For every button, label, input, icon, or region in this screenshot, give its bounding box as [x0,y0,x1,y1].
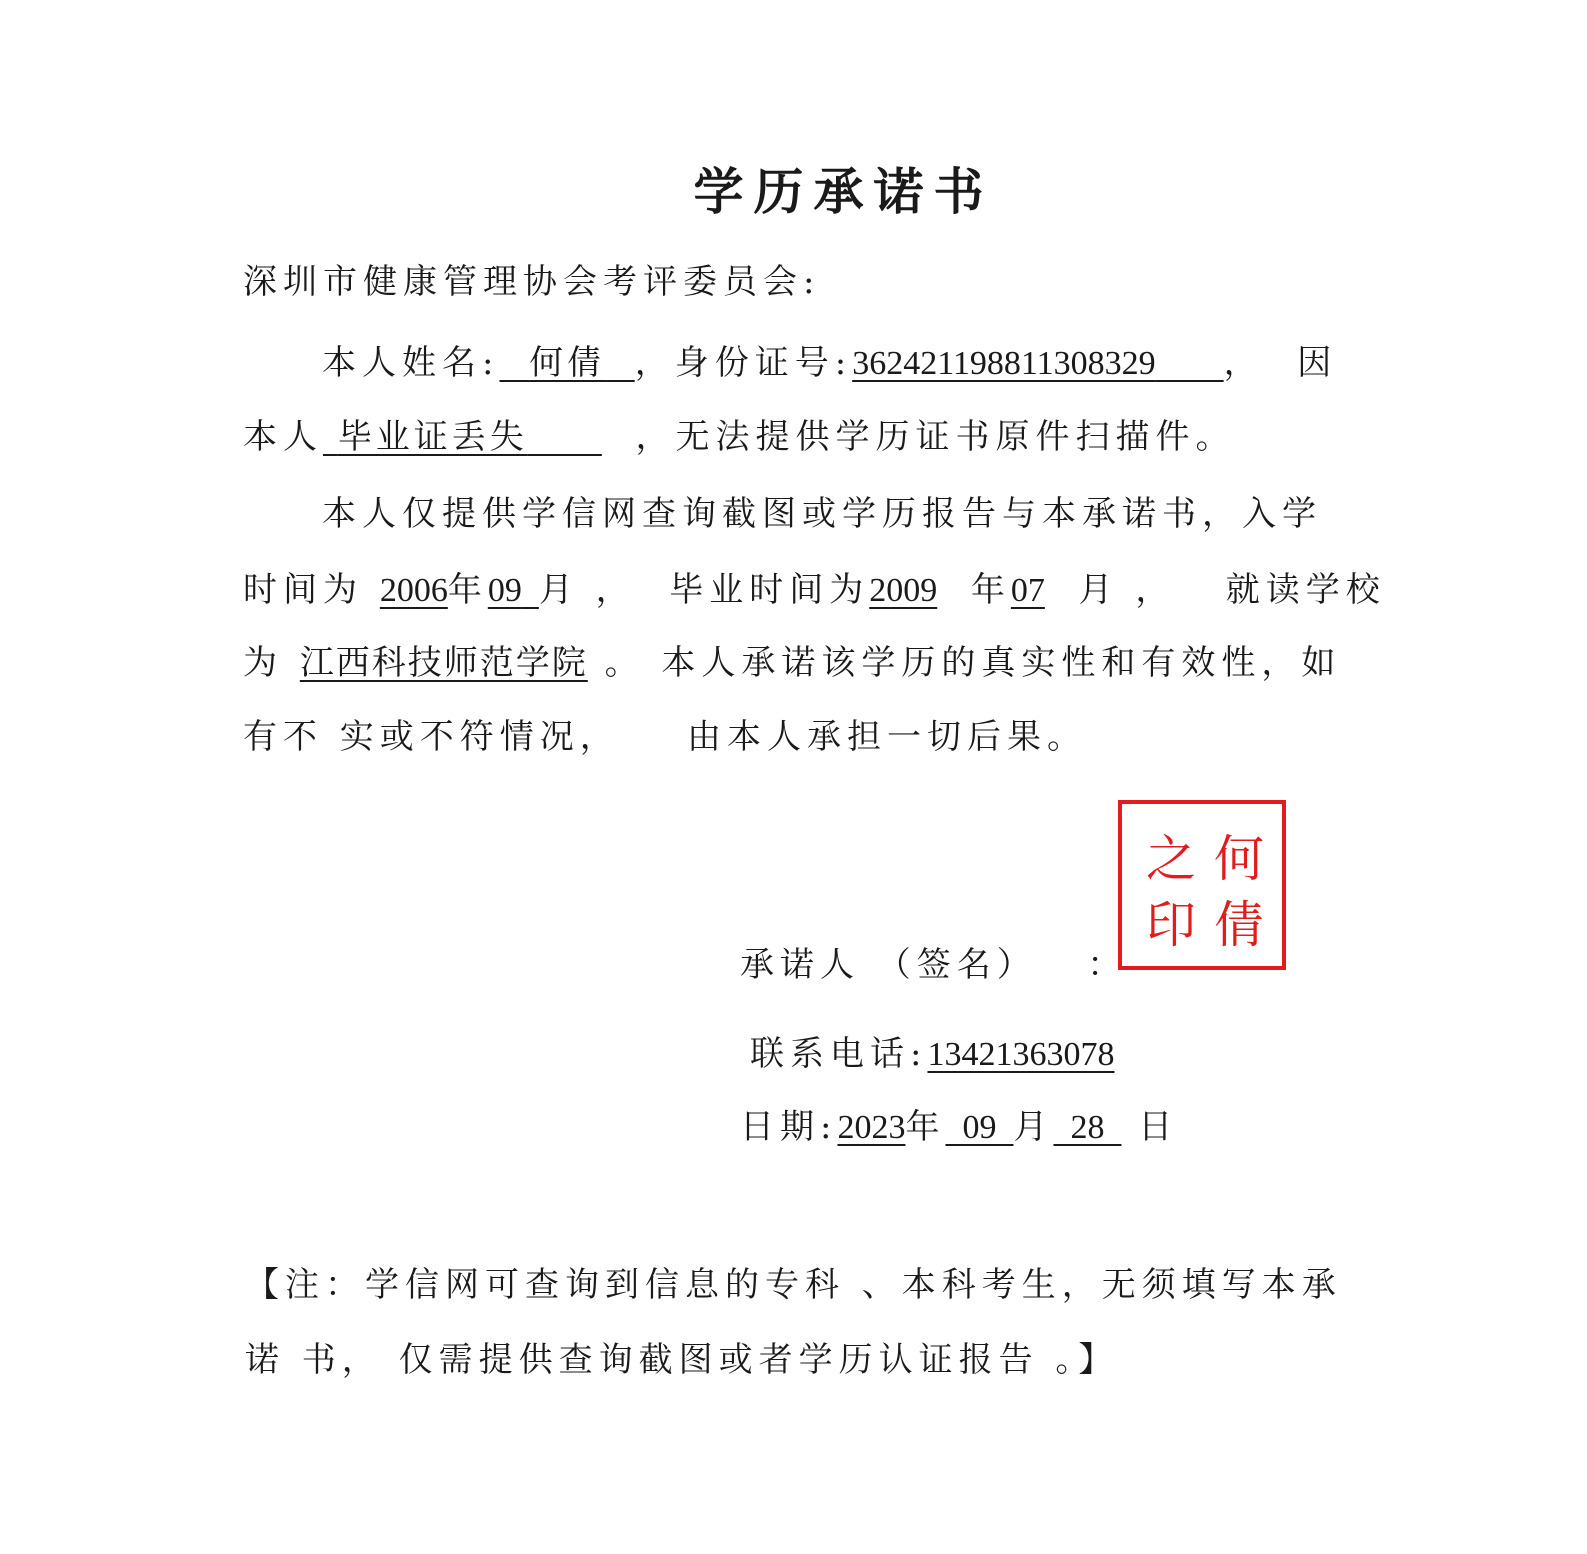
grad-year: 2009 [869,572,938,609]
month-char2: 月 [1078,570,1119,610]
para1-line2 [243,417,1235,457]
signature-label: 承诺人 （签名） [740,945,1037,985]
name-label: 本人姓名: [322,343,500,383]
salutation: 深圳市健康管理协会考评委员会: [243,262,821,302]
note-line2: 诺 书， 仅需提供查询截图或者学历认证报告 。】 [245,1340,1119,1380]
document-title: 学历承诺书 [693,163,994,221]
para2-line3 [243,643,1341,683]
date-label: 日期: [740,1107,838,1147]
seal-char-4: 印 [1146,896,1196,954]
date-day-char: 日 [1138,1107,1179,1147]
name-value: 何倩 [529,343,606,383]
name-seal-stamp [1118,800,1286,970]
time-label: 时间为 [243,570,363,610]
signature-colon: ： [1087,945,1128,985]
phone-label: 联系电话: [750,1034,928,1074]
grad-month: 07 [1010,572,1045,609]
date-day: 28 [1070,1109,1105,1146]
seal-char-3: 之 [1146,830,1196,888]
date-line [740,1107,1178,1148]
line5a: 有不 实或不符情况， [243,717,620,757]
month-char: 月 [538,570,579,610]
para2-line1: 本人仅提供学信网查询截图或学历报告与本承诺书，入学 [322,494,1322,534]
line2-suffix: ，无法提供学历证书原件扫描件。 [635,417,1236,457]
para1-line1 [322,343,1337,384]
year-char: 年 [447,570,488,610]
grad-label: 毕业时间为 [669,570,870,610]
enroll-year: 2006 [379,572,448,609]
school-prefix: 为 [243,643,283,683]
date-year-char: 年 [905,1107,946,1147]
because-text: 因 [1297,343,1338,383]
note-line1: 【注：学信网可查询到信息的专科 、本科考生，无须填写本承 [245,1265,1342,1305]
school-label: 就读学校 [1225,570,1386,610]
comma2: ， [1135,570,1176,610]
reason-value: 毕业证丢失 [337,417,528,457]
id-comma: ， [1223,343,1264,383]
id-label: ，身份证号: [634,343,853,383]
school-value: 江西科技师范学院 [299,643,588,683]
phone-line [750,1034,1114,1075]
year-char2: 年 [970,570,1011,610]
signature-line [740,945,1127,985]
date-month: 09 [962,1109,997,1146]
para2-line4 [243,717,1087,757]
seal-char-1: 何 [1214,830,1264,888]
line2-prefix: 本人 [243,417,323,457]
school-suffix: 。 本人承诺该学历的真实性和有效性，如 [604,643,1342,683]
comma1: ， [595,570,636,610]
seal-char-2: 倩 [1214,896,1264,954]
enroll-month: 09 [487,572,522,609]
date-month-char: 月 [1013,1107,1054,1147]
line5b: 由本人承担一切后果。 [687,717,1088,757]
date-year: 2023 [837,1109,906,1146]
para2-line2 [243,570,1386,611]
phone-value: 13421363078 [927,1036,1115,1073]
id-value: 362421198811308329 [852,345,1156,382]
